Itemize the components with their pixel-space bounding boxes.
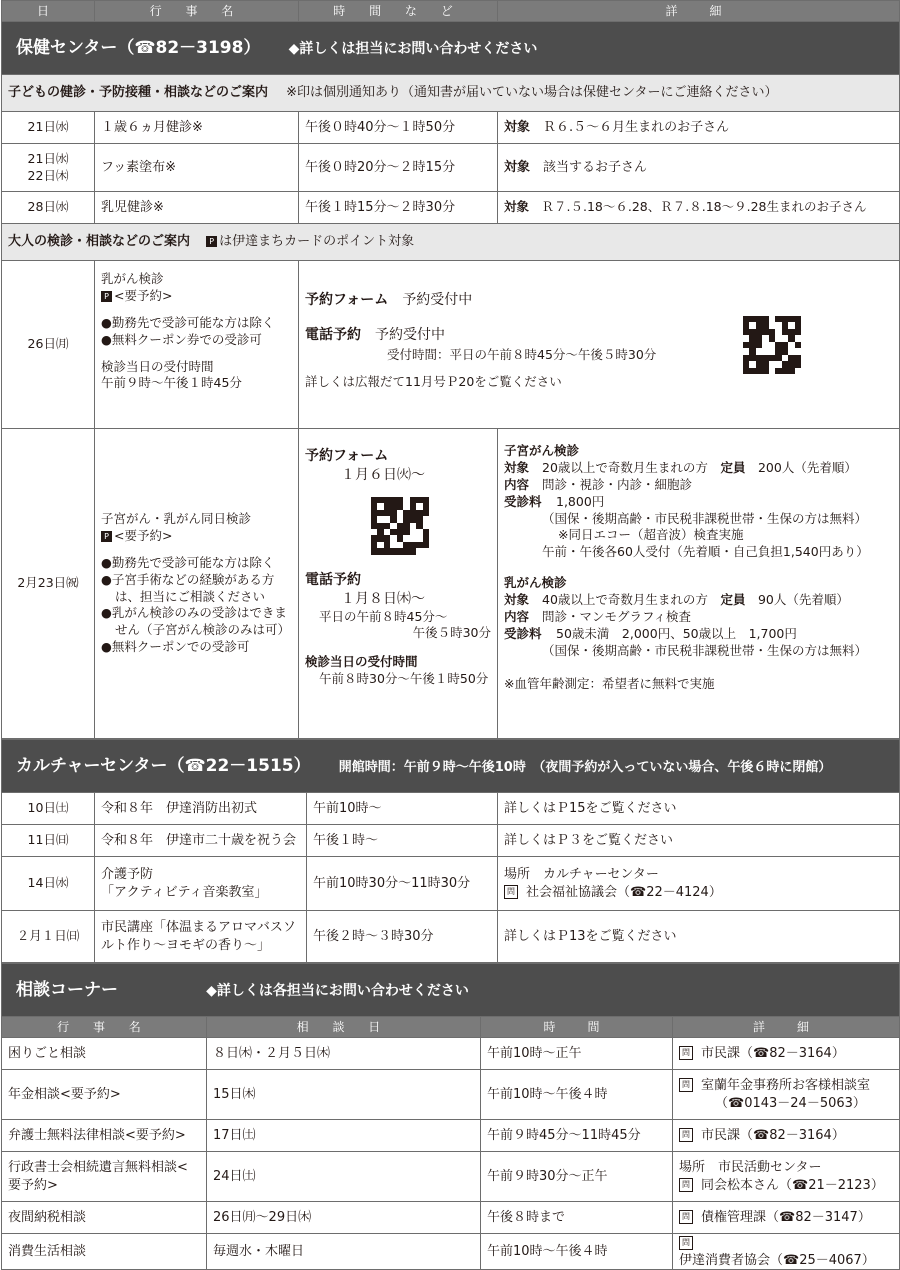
table-row xyxy=(2,1152,900,1202)
mammo-content: 問診・マンモグラフィ検査 xyxy=(542,608,692,624)
label: 内容 xyxy=(504,608,530,624)
events-table xyxy=(1,0,900,739)
detail-label: 対象 xyxy=(504,199,530,215)
section-title: 相談コーナー xyxy=(16,979,118,1000)
row-day: 24日㈯ xyxy=(207,1152,481,1202)
detail-contact: 社会福祉協議会（☎22－4124） xyxy=(526,884,722,900)
qr-code-icon[interactable] xyxy=(743,316,801,374)
row-detail: 詳しくはＰ３をご覧ください xyxy=(498,825,900,857)
reception-title: 検診当日の受付時間 xyxy=(305,654,418,670)
row-detail xyxy=(498,429,900,739)
table-row xyxy=(2,1038,900,1070)
bullet: ●乳がん検診のみの受診はできません（子宮がん検診のみは可） xyxy=(101,605,291,638)
row-date: 28日㈬ xyxy=(2,192,95,224)
subsection-adult xyxy=(2,224,900,261)
detail-contact: 室蘭年金事務所お客様相談室 xyxy=(701,1077,871,1093)
row-detail xyxy=(673,1202,900,1234)
header-detail: 詳 細 xyxy=(673,1017,900,1038)
section-culture xyxy=(2,740,900,793)
qr-code-icon[interactable] xyxy=(371,497,429,555)
detail-contact: 同会松本さん（☎21－2123） xyxy=(701,1177,884,1193)
row-time: 午後１時～ xyxy=(307,825,498,857)
row-date: 21日㈬ 22日㈭ xyxy=(2,144,95,192)
row-time: 午後１時15分～２時30分 xyxy=(299,192,498,224)
row-detail xyxy=(673,1120,900,1152)
subsection-title: 子どもの健診・予防接種・相談などのご案内 xyxy=(8,85,269,101)
mammo-capacity: 90人（先着順） xyxy=(757,592,849,607)
row-event: 行政書士会相続遺言無料相談<要予約> xyxy=(2,1152,207,1202)
detail-text: Ｒ７.５.18～６.28、Ｒ７.８.18～９.28生まれのお子さん xyxy=(541,199,867,215)
header-date: 日 xyxy=(2,1,95,22)
cervical-capacity: 200人（先着順） xyxy=(757,459,857,475)
row-time: 午前９時45分～11時45分 xyxy=(481,1120,673,1152)
detail-phone: （☎0143－24－5063） xyxy=(715,1095,866,1111)
row-time xyxy=(299,429,498,739)
section-note: ◆詳しくは担当にお問い合わせください xyxy=(288,40,538,57)
row-date: 2月23日㈷ xyxy=(2,429,95,739)
subsection-title: 大人の検診・相談などのご案内 xyxy=(8,234,191,250)
detail-place: 場所 カルチャーセンター xyxy=(504,866,659,882)
header-event: 行 事 名 xyxy=(95,1,299,22)
row-detail xyxy=(498,144,900,192)
detail-contact: 市民課（☎82－3164） xyxy=(701,1127,845,1143)
subsection-kids xyxy=(2,75,900,112)
row-time: 午前10時30分～11時30分 xyxy=(307,857,498,911)
label: 対象 xyxy=(504,592,530,607)
contact-icon: 問 xyxy=(679,1178,693,1192)
cervical-content: 問診・視診・内診・細胞診 xyxy=(542,476,693,492)
row-date: 21日㈬ xyxy=(2,112,95,144)
row-date: ２月１日㈰ xyxy=(2,911,95,963)
label: 内容 xyxy=(504,476,530,492)
row-detail xyxy=(673,1070,900,1120)
row-event: 乳児健診※ xyxy=(95,192,299,224)
event-name: 乳がん検診 xyxy=(101,271,164,286)
subsection-note: は伊達まちカードのポイント対象 xyxy=(219,234,415,250)
table-row xyxy=(2,793,900,825)
row-time: 午後８時まで xyxy=(481,1202,673,1234)
fee-note: （国保・後期高齢・市民税非課税世帯・生保の方は無料） xyxy=(542,642,868,658)
row-detail: 詳しくはＰ13をご覧ください xyxy=(498,911,900,963)
tel-date: １月８日㈭～ xyxy=(341,590,425,607)
cervical-target: 20歳以上で奇数月生まれの方 xyxy=(542,459,708,475)
mammo-target: 40歳以上で奇数月生まれの方 xyxy=(542,592,708,607)
row-event: 困りごと相談 xyxy=(2,1038,207,1070)
detail-label: 対象 xyxy=(504,119,531,135)
more-info: 詳しくは広報だて11月号Ｐ20をご覧ください xyxy=(305,373,562,389)
row-event: 令和８年 伊達消防出初式 xyxy=(95,793,307,825)
row-time: 午後０時40分～１時50分 xyxy=(299,112,498,144)
row-time: 午前９時30分～正午 xyxy=(481,1152,673,1202)
point-icon: P xyxy=(101,291,112,302)
form-label: 予約フォーム xyxy=(305,448,389,464)
form-status: 予約受付中 xyxy=(402,292,473,308)
section-note: ◆詳しくは各担当にお問い合わせください xyxy=(206,982,469,999)
row-day: 26日㈪～29日㈭ xyxy=(207,1202,481,1234)
row-time: 午前10時～午後４時 xyxy=(481,1234,673,1270)
row-detail xyxy=(673,1152,900,1202)
point-icon: P xyxy=(101,531,112,542)
row-event: 令和８年 伊達市二十歳を祝う会 xyxy=(95,825,307,857)
label: 定員 xyxy=(720,592,746,607)
row-time: 午後０時20分～２時15分 xyxy=(299,144,498,192)
label: 受診料 xyxy=(504,625,542,641)
header-detail: 詳 細 xyxy=(498,1,900,22)
row-event: 年金相談<要予約> xyxy=(2,1070,207,1120)
label: 対象 xyxy=(504,459,530,475)
row-event: 市民講座「体温まるアロマバスソルト作り～ヨモギの香り～」 xyxy=(95,911,307,963)
header-time: 時 間 な ど xyxy=(299,1,498,22)
reception-time: 午前９時～午後１時45分 xyxy=(101,375,242,391)
row-event: フッ素塗布※ xyxy=(95,144,299,192)
consult-header xyxy=(2,1017,900,1038)
row-event: 介護予防 「アクティビティ音楽教室」 xyxy=(95,857,307,911)
cervical-fee: 1,800円 xyxy=(556,493,605,509)
row-date: 14日㈬ xyxy=(2,857,95,911)
culture-table xyxy=(1,739,900,963)
bullet: ●子宮手術などの経験がある方は、担当にご相談ください xyxy=(101,571,275,604)
row-event: 消費生活相談 xyxy=(2,1234,207,1270)
section-note: 開館時間：午前９時～午後10時 （夜間予約が入っていない場合、午後６時に閉館） xyxy=(338,759,832,775)
contact-icon: 問 xyxy=(679,1128,693,1142)
echo-note: ※同日エコー（超音波）検査実施 xyxy=(558,527,744,543)
row-event: １歳６ヵ月健診※ xyxy=(95,112,299,144)
tel-status: 予約受付中 xyxy=(375,326,445,343)
row-time: 午前10時～午後４時 xyxy=(481,1070,673,1120)
section-title: 保健センター（☎82－3198） xyxy=(16,37,261,58)
header-time: 時 間 xyxy=(481,1017,673,1038)
label: 受診料 xyxy=(504,493,542,509)
row-detail xyxy=(498,857,900,911)
bullet: ●勤務先で受診可能な方は除く xyxy=(101,554,275,570)
row-day: 17日㈯ xyxy=(207,1120,481,1152)
tel-label: 電話予約 xyxy=(305,571,361,588)
contact-icon: 問 xyxy=(679,1210,693,1224)
row-event xyxy=(95,261,299,429)
detail-text: Ｒ６.５～６月生まれのお子さん xyxy=(543,119,730,135)
consult-table xyxy=(1,963,900,1270)
section-title: カルチャーセンター（☎22－1515） xyxy=(16,755,311,776)
detail-contact: 市民課（☎82－3164） xyxy=(701,1045,845,1061)
vessel-note: ※血管年齢測定：希望者に無料で実施 xyxy=(504,675,715,691)
detail-text: 該当するお子さん xyxy=(543,159,648,175)
row-day: 15日㈭ xyxy=(207,1070,481,1120)
detail-label: 対象 xyxy=(504,159,531,175)
reservation-required: <要予約> xyxy=(114,287,173,303)
header-event: 行 事 名 xyxy=(2,1017,207,1038)
detail-contact: 伊達消費者協会（☎25－4067） xyxy=(679,1252,875,1268)
event-name: 子宮がん・乳がん同日検診 xyxy=(101,511,252,526)
table-row-breast xyxy=(2,261,900,429)
point-icon: P xyxy=(206,236,217,247)
table-row xyxy=(2,1070,900,1120)
table-row xyxy=(2,192,900,224)
cervical-title: 子宮がん検診 xyxy=(504,443,580,458)
reservation-required: <要予約> xyxy=(114,527,173,543)
tel-label: 電話予約 xyxy=(305,326,361,343)
label: 定員 xyxy=(720,459,746,475)
tel-hours-end: 午後５時30分 xyxy=(412,625,491,641)
contact-icon: 問 xyxy=(679,1078,693,1092)
row-event xyxy=(95,429,299,739)
bullet: ●無料クーポン券での受診可 xyxy=(101,331,262,347)
row-detail: 詳しくはＰ15をご覧ください xyxy=(498,793,900,825)
header-day: 相 談 日 xyxy=(207,1017,481,1038)
row-detail xyxy=(299,261,900,429)
row-detail xyxy=(498,192,900,224)
row-day: 毎週水・木曜日 xyxy=(207,1234,481,1270)
page xyxy=(1,0,899,1270)
row-time: 午後２時～３時30分 xyxy=(307,911,498,963)
table-header xyxy=(2,1,900,22)
form-date: １月６日㈫～ xyxy=(341,466,425,483)
form-label: 予約フォーム xyxy=(305,292,389,308)
reception-title: 検診当日の受付時間 xyxy=(101,358,214,374)
row-detail xyxy=(498,112,900,144)
table-row xyxy=(2,112,900,144)
detail-contact: 債権管理課（☎82－3147） xyxy=(701,1209,871,1225)
section-hoken xyxy=(2,22,900,75)
row-date: 26日㈪ xyxy=(2,261,95,429)
contact-icon: 問 xyxy=(504,885,518,899)
section-soudan xyxy=(2,964,900,1017)
bullet: ●勤務先で受診可能な方は除く xyxy=(101,314,275,330)
bullet: ●無料クーポンでの受診可 xyxy=(101,639,250,655)
row-detail xyxy=(673,1234,900,1270)
table-row-uterus xyxy=(2,429,900,739)
row-event: 弁護士無料法律相談<要予約> xyxy=(2,1120,207,1152)
tel-hours: 受付時間：平日の午前８時45分～午後５時30分 xyxy=(387,346,657,362)
row-day: ８日㈭・２月５日㈭ xyxy=(207,1038,481,1070)
table-row xyxy=(2,1202,900,1234)
table-row xyxy=(2,144,900,192)
table-row xyxy=(2,857,900,911)
table-row xyxy=(2,911,900,963)
fee-note: （国保・後期高齢・市民税非課税世帯・生保の方は無料） xyxy=(542,510,868,526)
detail-place: 場所 市民活動センター xyxy=(679,1159,822,1175)
mammo-fee: 50歳未満 2,000円、50歳以上 1,700円 xyxy=(556,625,797,641)
row-time: 午前10時～ xyxy=(307,793,498,825)
contact-icon: 問 xyxy=(679,1236,693,1250)
row-time: 午前10時～正午 xyxy=(481,1038,673,1070)
row-date: 10日㈯ xyxy=(2,793,95,825)
mammo-title: 乳がん検診 xyxy=(504,575,567,591)
table-row xyxy=(2,1234,900,1270)
row-date: 11日㈰ xyxy=(2,825,95,857)
row-detail xyxy=(673,1038,900,1070)
reception-time: 午前８時30分～午後１時50分 xyxy=(319,671,489,687)
tel-hours: 平日の午前８時45分～ xyxy=(319,608,448,624)
table-row xyxy=(2,825,900,857)
row-event: 夜間納税相談 xyxy=(2,1202,207,1234)
echo-note: 午前・午後各60人受付（先着順・自己負担1,540円あり） xyxy=(542,544,869,560)
contact-icon: 問 xyxy=(679,1046,693,1060)
subsection-note: ※印は個別通知あり（通知書が届いていない場合は保健センターにご連絡ください） xyxy=(286,85,778,101)
table-row xyxy=(2,1120,900,1152)
